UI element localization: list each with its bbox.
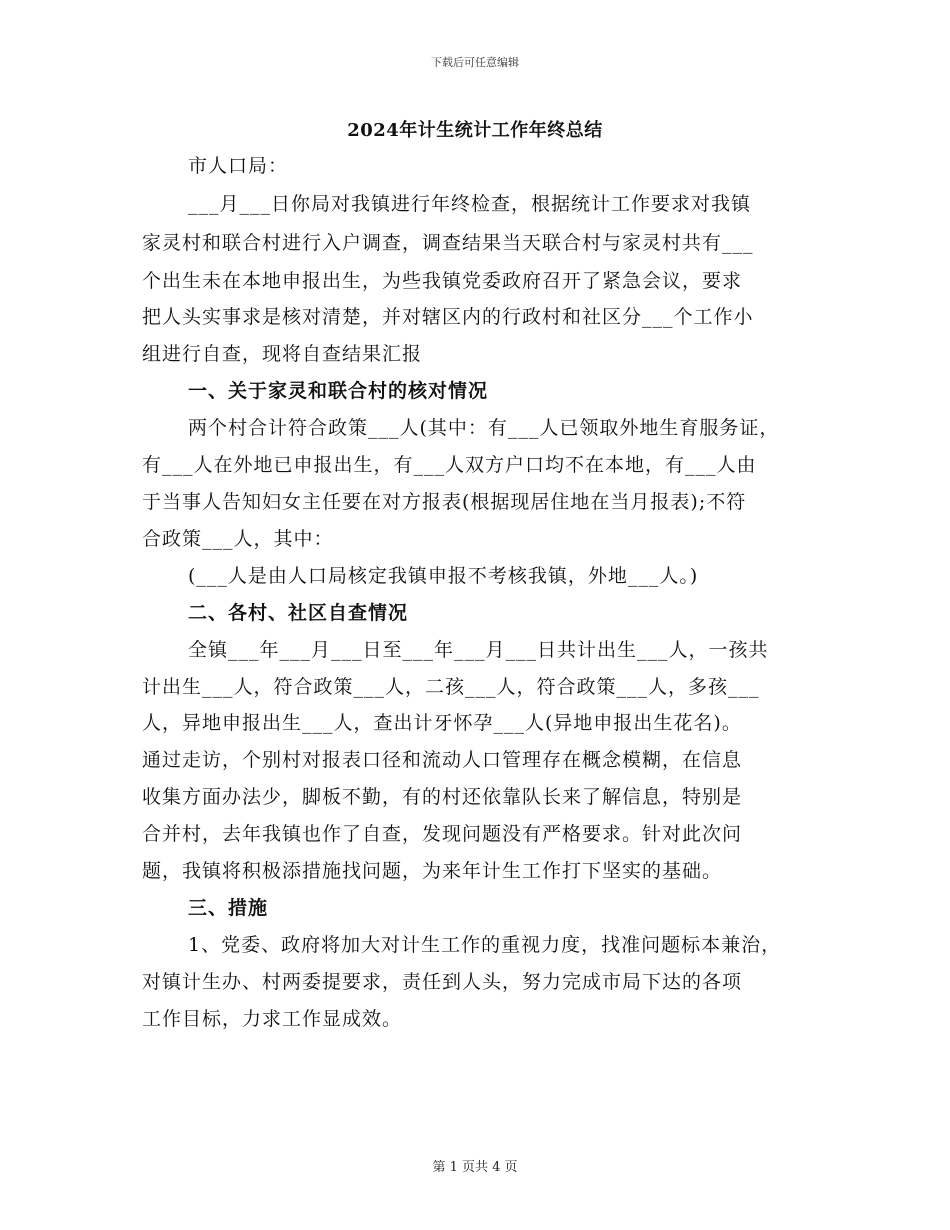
paragraph-line: 个出生未在本地申报出生，为些我镇党委政府召开了紧急会议，要求 (142, 270, 743, 292)
section-heading-2: 二、各村、社区自查情况 (188, 602, 409, 624)
paragraph-line: 于当事人告知妇女主任要在对方报表(根据现居住地在当月报表);不符 (142, 491, 747, 513)
paragraph-line: 计出生___人，符合政策___人，二孩___人，符合政策___人，多孩___ (142, 676, 760, 698)
paragraph-line: 1、党委、政府将加大对计生工作的重视力度，找准问题标本兼治， (188, 934, 782, 956)
paragraph-line: (___人是由人口局核定我镇申报不考核我镇，外地___人。) (188, 565, 699, 587)
paragraph-line: 全镇___年___月___日至___年___月___日共计出生___人，一孩共 (188, 639, 769, 661)
salutation: 市人口局： (188, 155, 289, 177)
paragraph-line: 对镇计生办、村两委提要求，责任到人头，努力完成市局下达的各项 (142, 971, 743, 993)
header-note: 下载后可任意编辑 (431, 56, 519, 69)
paragraph-line: 合政策___人，其中： (142, 528, 334, 550)
paragraph-line: 通过走访，个别村对报表口径和流动人口管理存在概念模糊，在信息 (142, 749, 743, 771)
paragraph-line: 家灵村和联合村进行入户调查，调查结果当天联合村与家灵村共有___ (142, 232, 754, 254)
paragraph-line: 把人头实事求是核对清楚，并对辖区内的行政村和社区分___个工作小 (142, 306, 754, 328)
paragraph-line: 组进行自查，现将自查结果汇报 (142, 343, 423, 365)
paragraph-line: 合并村，去年我镇也作了自查，发现问题没有严格要求。针对此次问 (142, 823, 743, 845)
paragraph-line: 收集方面办法少，脚板不勤，有的村还依靠队长来了解信息，特别是 (142, 786, 743, 808)
paragraph-line: 有___人在外地已申报出生，有___人双方户口均不在本地，有___人由 (142, 454, 757, 476)
paragraph-line: 两个村合计符合政策___人(其中：有___人已领取外地生育服务证， (188, 417, 780, 439)
paragraph-line: ___月___日你局对我镇进行年终检查，根据统计工作要求对我镇 (188, 193, 752, 215)
section-heading-3: 三、措施 (188, 897, 269, 919)
page-footer: 第 1 页共 4 页 (432, 1160, 518, 1175)
section-heading-1: 一、关于家灵和联合村的核对情况 (188, 380, 489, 402)
paragraph-line: 工作目标，力求工作显成效。 (142, 1008, 403, 1030)
paragraph-line: 题，我镇将积极添措施找问题，为来年计生工作打下坚实的基础。 (142, 860, 723, 882)
document-title: 2024年计生统计工作年终总结 (347, 120, 603, 141)
paragraph-line: 人，异地申报出生___人，查出计牙怀孕___人(异地申报出生花名)。 (142, 712, 742, 734)
